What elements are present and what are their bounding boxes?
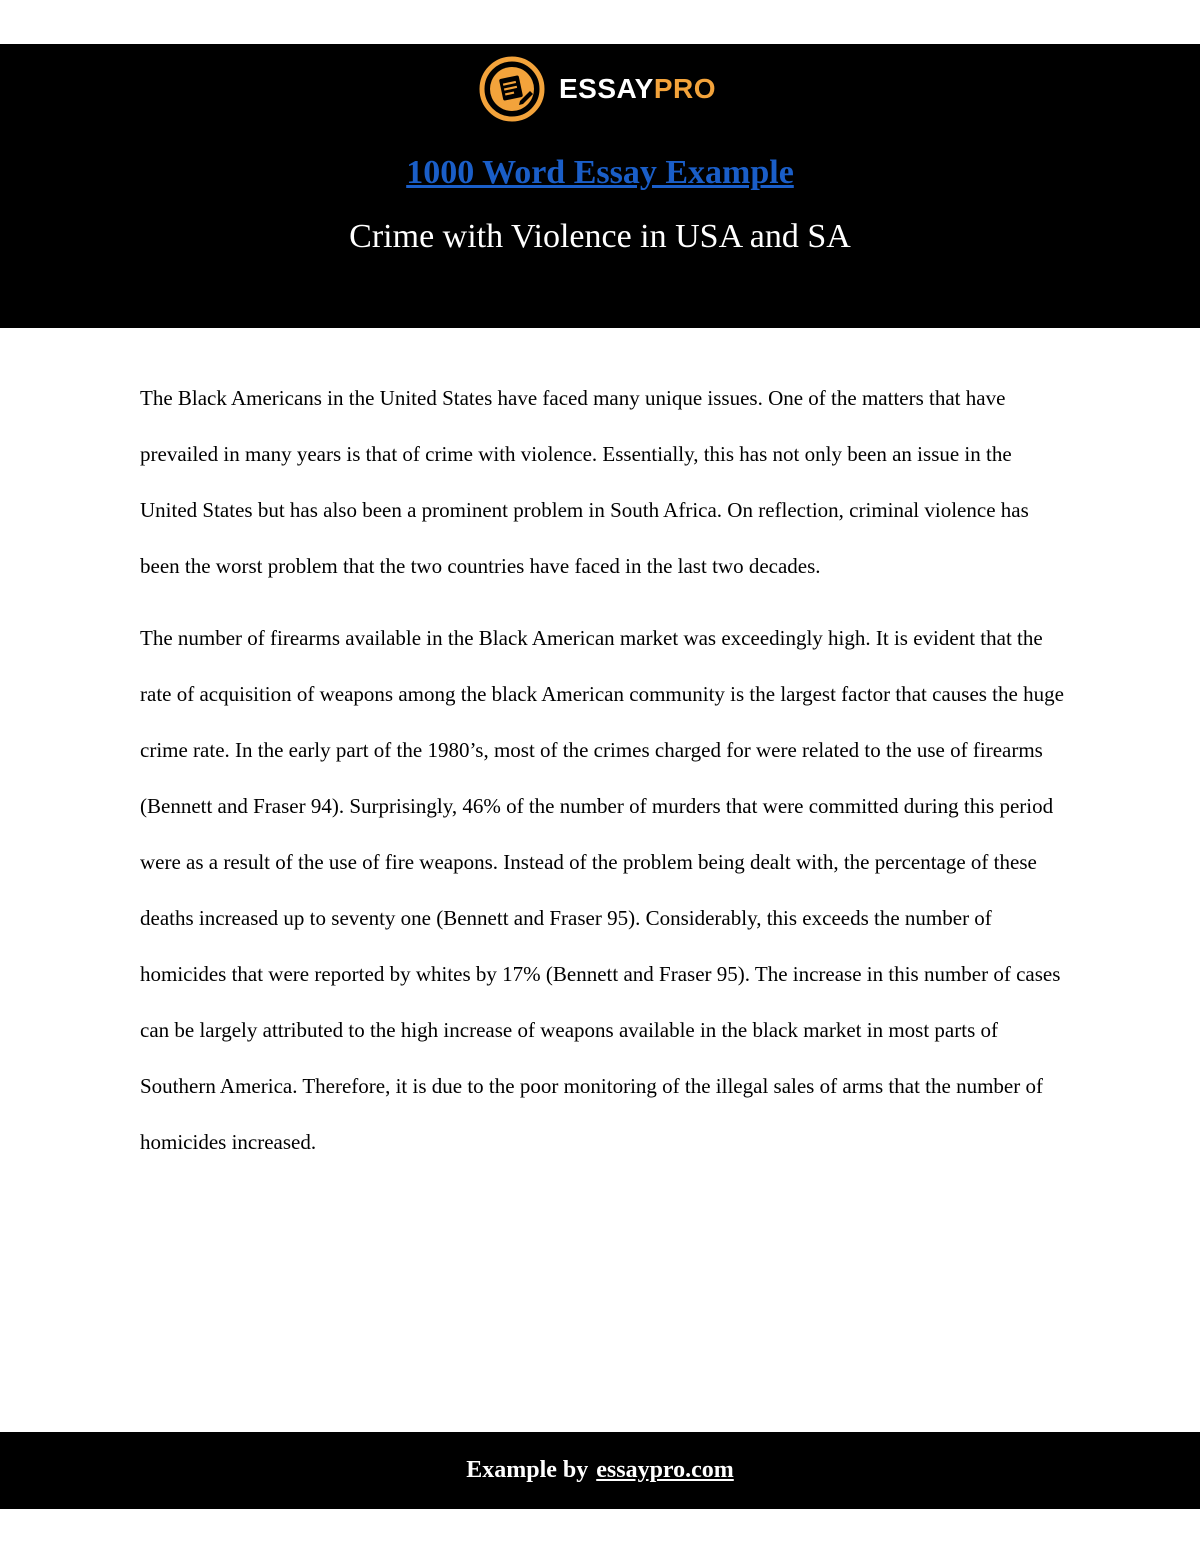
brand-wordmark (559, 56, 716, 122)
brand-essay: ESSAY (559, 73, 654, 104)
footer-banner (0, 1432, 1200, 1509)
footer-prefix: Example by (466, 1457, 589, 1483)
paragraph-1: The Black Americans in the United States have faced many unique issues. One of the matters that have prevailed in many years is that of crime with violence. Essentially, this has not only been an issue in the United States but has also been a prominent problem in South Africa. On reflection, criminal violence has been the worst problem that the two countries have faced in the last two decades. (140, 386, 1029, 578)
essay-body (140, 370, 1065, 1186)
essaypro-logo[interactable] (479, 56, 716, 122)
footer-link[interactable]: essaypro.com (596, 1457, 734, 1483)
brand-pro: PRO (653, 73, 717, 104)
paragraph-2: The number of firearms available in the Black American market was exceedingly high. It is evident that the rate of acquisition of weapons among the black American community is the largest factor that causes the huge crime rate. In the early part of the 1980’s, most of the crimes charged for were related to the use of firearms (Bennett and Fraser 94). Surprisingly, 46% of the number of murders that were committed during this period were as a result of the use of fire weapons. Instead of the problem being dealt with, the percentage of these deaths increased up to seventy one (Bennett and Fraser 95). Considerably, this exceeds the number of homicides that were reported by whites by 17% (Bennett and Fraser 95). The increase in this number of cases can be largely attributed to the high increase of weapons available in the black market in most parts of Southern America. Therefore, it is due to the poor monitoring of the illegal sales of arms that the number of homicides increased. (140, 626, 1064, 1154)
document-title[interactable]: 1000 Word Essay Example (406, 154, 794, 191)
document-subtitle: Crime with Violence in USA and SA (349, 218, 851, 255)
essaypro-logo-icon (479, 56, 545, 122)
